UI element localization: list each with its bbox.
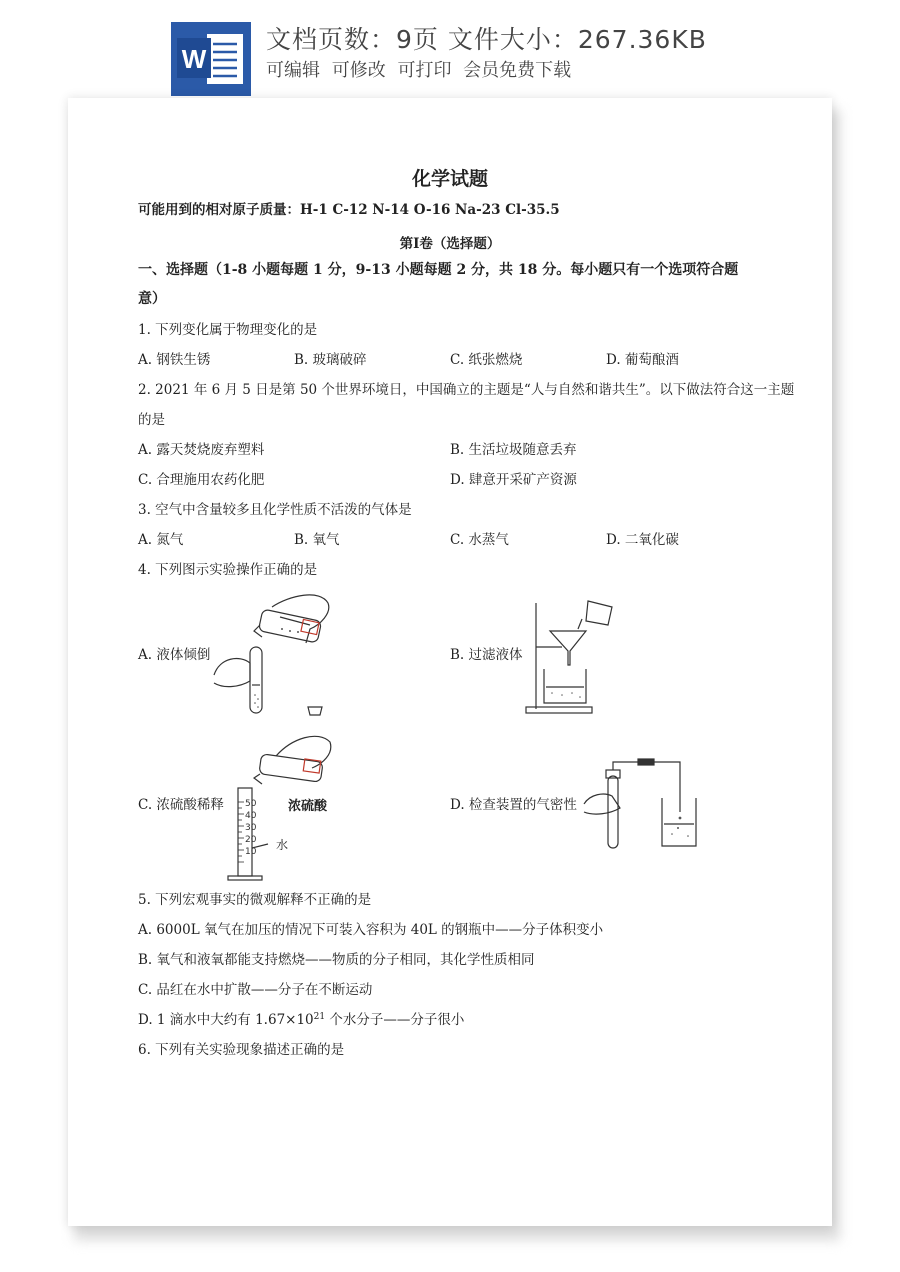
q4-option-d: D. 检查装置的气密性 xyxy=(450,797,577,813)
q1-option-c: C. 纸张燃烧 xyxy=(450,352,523,368)
rubber-connector xyxy=(638,759,654,765)
q4-option-c: C. 浓硫酸稀释 xyxy=(138,797,224,813)
question-2-stem: 2. 2021 年 6 月 5 日是第 50 个世界环境日，中国确立的主题是“人与自然和谐共生”。以下做法符合这一主题 xyxy=(138,382,795,398)
question-2-stem-cont: 的是 xyxy=(138,412,165,428)
q5-option-c: C. 品红在水中扩散——分子在不断运动 xyxy=(138,982,373,998)
word-icon-letter: W xyxy=(181,44,207,74)
question-4-stem: 4. 下列图示实验操作正确的是 xyxy=(138,562,318,578)
q5-option-d-exponent: 21 xyxy=(313,1012,326,1022)
download-banner xyxy=(0,0,900,96)
q5-option-b: B. 氧气和液氧都能支持燃烧——物质的分子相同，其化学性质相同 xyxy=(138,952,535,968)
question-6-stem: 6. 下列有关实验现象描述正确的是 xyxy=(138,1042,345,1058)
volume-title: 第Ⅰ卷（选择题） xyxy=(399,236,501,252)
water-label: 水 xyxy=(276,838,289,852)
delivery-tube xyxy=(613,762,680,812)
q5-option-d xyxy=(138,1012,464,1028)
q3-option-c: C. 水蒸气 xyxy=(450,532,509,548)
tick-label: 50 xyxy=(245,799,257,809)
funnel xyxy=(550,631,586,665)
tick-label: 30 xyxy=(245,823,257,833)
bottle-stopper xyxy=(308,707,322,715)
pouring-beaker xyxy=(586,601,612,625)
beaker xyxy=(544,669,586,703)
test-tube xyxy=(250,647,262,713)
q2-option-c: C. 合理施用农药化肥 xyxy=(138,472,265,488)
q2-option-d: D. 肆意开采矿产资源 xyxy=(450,472,577,488)
question-5-stem: 5. 下列宏观事实的微观解释不正确的是 xyxy=(138,892,372,908)
document-features: 可编辑 可修改 可打印 会员免费下载 xyxy=(266,60,572,81)
tick-label: 20 xyxy=(245,835,257,845)
question-3-stem: 3. 空气中含量较多且化学性质不活泼的气体是 xyxy=(138,502,412,518)
q5-option-d-suffix: 个水分子——分子很小 xyxy=(325,1012,465,1028)
hand-lower xyxy=(214,659,250,687)
q4-option-a: A. 液体倾倒 xyxy=(138,647,211,663)
word-document-icon xyxy=(171,22,251,96)
question-1-stem: 1. 下列变化属于物理变化的是 xyxy=(138,322,318,338)
q5-option-d-prefix: D. 1 滴水中大约有 1.67×10 xyxy=(138,1012,314,1028)
acid-label: 浓硫酸 xyxy=(288,799,328,814)
q1-option-d: D. 葡萄酿酒 xyxy=(606,352,679,368)
reagent-bottle xyxy=(258,609,321,643)
figure-filtration xyxy=(522,595,622,715)
rubber-stopper xyxy=(606,770,620,778)
q3-option-b: B. 氧气 xyxy=(294,532,340,548)
tick-label: 10 xyxy=(245,847,257,857)
q1-option-a: A. 钢铁生锈 xyxy=(138,352,211,368)
section-heading: 一、选择题（1-8 小题每题 1 分，9-13 小题每题 2 分，共 18 分。每小题只有一个选项符合题 xyxy=(138,262,739,278)
exam-title: 化学试题 xyxy=(411,168,488,190)
q4-option-b: B. 过滤液体 xyxy=(450,647,523,663)
q3-option-d: D. 二氧化碳 xyxy=(606,532,679,548)
bottle-label xyxy=(301,619,319,634)
tick-label: 40 xyxy=(245,811,257,821)
section-heading-cont: 意） xyxy=(138,291,166,307)
cylinder-base xyxy=(228,876,262,880)
atomic-masses: 可能用到的相对原子质量：H-1 C-12 N-14 O-16 Na-23 Cl-35.5 xyxy=(138,202,560,218)
q3-option-a: A. 氮气 xyxy=(138,532,184,548)
hand-upper xyxy=(276,736,331,768)
q2-option-a: A. 露天焚烧废弃塑料 xyxy=(138,442,265,458)
q5-option-a: A. 6000L 氧气在加压的情况下可装入容积为 40L 的钢瓶中——分子体积变小 xyxy=(138,922,604,938)
hand xyxy=(584,794,620,814)
figure-liquid-pouring xyxy=(210,585,340,725)
document-stats: 文档页数：9页 文件大小：267.36KB xyxy=(266,25,707,54)
q2-option-b: B. 生活垃圾随意丢弃 xyxy=(450,442,577,458)
q1-option-b: B. 玻璃破碎 xyxy=(294,352,367,368)
figure-acid-dilution xyxy=(226,728,346,882)
figure-airtightness xyxy=(580,758,704,852)
water-beaker xyxy=(662,798,696,846)
